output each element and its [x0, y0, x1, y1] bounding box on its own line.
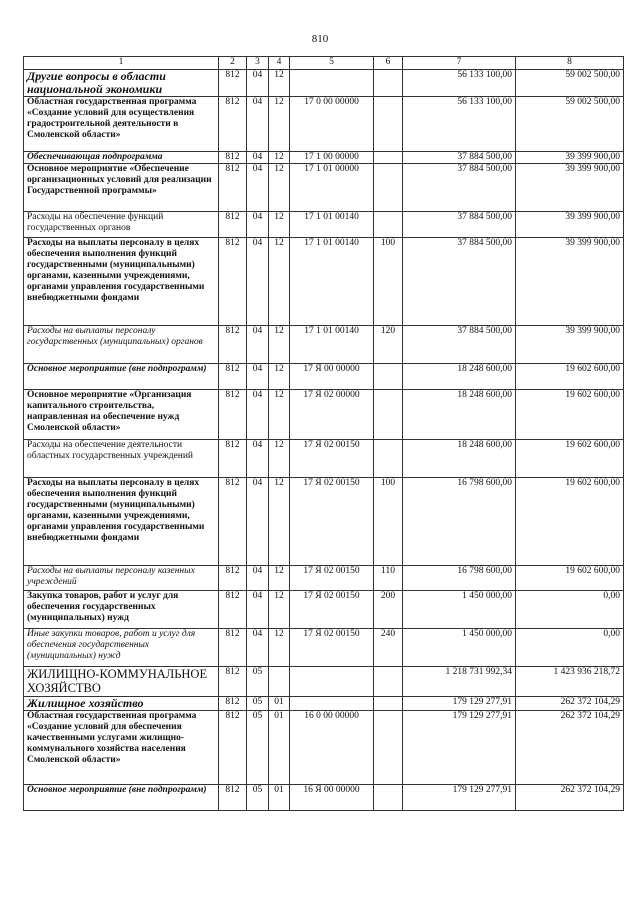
column-header: 5 — [290, 57, 374, 70]
cell-amount-year2: 19 602 600,00 — [516, 478, 624, 566]
row-name: Областная государственная программа «Создание условий для обеспечения качественными услугами жилищно-коммунального хозяйства населения Смоленской области» — [24, 711, 219, 785]
cell-amount-year1: 1 450 000,00 — [403, 591, 516, 629]
table-row — [24, 478, 624, 566]
cell-amount-year1: 1 450 000,00 — [403, 629, 516, 667]
row-name: Закупка товаров, работ и услуг для обеспечения государственных (муниципальных) нужд — [24, 591, 219, 629]
cell-section: 04 — [247, 326, 269, 364]
cell-amount-year1: 37 884 500,00 — [403, 152, 516, 164]
cell-subsection: 12 — [269, 238, 290, 326]
cell-target-article — [290, 70, 374, 97]
table-row — [24, 591, 624, 629]
cell-amount-year1: 18 248 600,00 — [403, 390, 516, 440]
cell-expense-type — [374, 390, 403, 440]
cell-section: 04 — [247, 390, 269, 440]
table-row — [24, 152, 624, 164]
row-name: Другие вопросы в области национальной экономики — [24, 70, 219, 97]
cell-expense-type — [374, 440, 403, 478]
cell-subsection: 01 — [269, 711, 290, 785]
cell-section: 04 — [247, 164, 269, 212]
cell-amount-year1: 37 884 500,00 — [403, 238, 516, 326]
cell-target-article: 17 1 01 00140 — [290, 212, 374, 238]
cell-administrator: 812 — [219, 326, 247, 364]
cell-section: 04 — [247, 591, 269, 629]
column-header: 3 — [247, 57, 269, 70]
cell-amount-year1: 18 248 600,00 — [403, 440, 516, 478]
cell-target-article: 17 1 01 00140 — [290, 326, 374, 364]
cell-amount-year1: 179 129 277,91 — [403, 697, 516, 711]
table-row — [24, 440, 624, 478]
row-name: Расходы на обеспечение деятельности областных государственных учреждений — [24, 440, 219, 478]
cell-amount-year2: 39 399 900,00 — [516, 238, 624, 326]
cell-amount-year1: 1 218 731 992,34 — [403, 667, 516, 697]
table-row — [24, 697, 624, 711]
row-name: Обеспечивающая подпрограмма — [24, 152, 219, 164]
cell-administrator: 812 — [219, 238, 247, 326]
cell-amount-year1: 179 129 277,91 — [403, 785, 516, 811]
cell-administrator: 812 — [219, 667, 247, 697]
cell-amount-year2: 0,00 — [516, 591, 624, 629]
row-name: Расходы на выплаты персоналу казенных учреждений — [24, 566, 219, 591]
row-name: Основное мероприятие (вне подпрограмм) — [24, 364, 219, 390]
cell-administrator: 812 — [219, 711, 247, 785]
header-row — [24, 57, 624, 70]
cell-expense-type: 120 — [374, 326, 403, 364]
cell-amount-year2: 0,00 — [516, 629, 624, 667]
cell-amount-year2: 19 602 600,00 — [516, 566, 624, 591]
cell-expense-type: 100 — [374, 478, 403, 566]
cell-section: 04 — [247, 478, 269, 566]
cell-amount-year1: 16 798 600,00 — [403, 478, 516, 566]
row-name: Расходы на обеспечение функций государственных органов — [24, 212, 219, 238]
cell-target-article: 17 1 01 00140 — [290, 238, 374, 326]
cell-target-article: 17 Я 02 00150 — [290, 440, 374, 478]
column-header: 6 — [374, 57, 403, 70]
cell-target-article: 17 Я 02 00150 — [290, 478, 374, 566]
table-row — [24, 238, 624, 326]
cell-amount-year2: 39 399 900,00 — [516, 212, 624, 238]
cell-target-article: 17 0 00 00000 — [290, 97, 374, 152]
cell-amount-year2: 262 372 104,29 — [516, 697, 624, 711]
cell-amount-year1: 37 884 500,00 — [403, 164, 516, 212]
cell-section: 04 — [247, 238, 269, 326]
cell-amount-year2: 19 602 600,00 — [516, 440, 624, 478]
cell-expense-type: 100 — [374, 238, 403, 326]
cell-section: 04 — [247, 440, 269, 478]
page-number: 810 — [311, 33, 329, 45]
table-row — [24, 667, 624, 697]
cell-section: 04 — [247, 70, 269, 97]
cell-administrator: 812 — [219, 70, 247, 97]
cell-amount-year1: 56 133 100,00 — [403, 70, 516, 97]
cell-expense-type — [374, 711, 403, 785]
column-header: 4 — [269, 57, 290, 70]
cell-amount-year2: 59 002 500,00 — [516, 97, 624, 152]
cell-administrator: 812 — [219, 440, 247, 478]
cell-administrator: 812 — [219, 697, 247, 711]
cell-section: 05 — [247, 711, 269, 785]
cell-amount-year1: 16 798 600,00 — [403, 566, 516, 591]
cell-expense-type: 200 — [374, 591, 403, 629]
cell-target-article: 17 Я 02 00000 — [290, 390, 374, 440]
cell-expense-type — [374, 164, 403, 212]
table-row — [24, 364, 624, 390]
row-name: ЖИЛИЩНО-КОММУНАЛЬНОЕ ХОЗЯЙСТВО — [24, 667, 219, 697]
row-name: Расходы на выплаты персоналу в целях обеспечения выполнения функций государственными (муниципальными) органами, казенными учреждениями, органами управления государственными внебюджетными фондами — [24, 478, 219, 566]
cell-section: 04 — [247, 212, 269, 238]
cell-amount-year2: 19 602 600,00 — [516, 364, 624, 390]
cell-expense-type: 110 — [374, 566, 403, 591]
cell-amount-year2: 262 372 104,29 — [516, 711, 624, 785]
cell-amount-year2: 1 423 936 218,72 — [516, 667, 624, 697]
column-header: 8 — [516, 57, 624, 70]
table-row — [24, 164, 624, 212]
row-name: Основное мероприятие «Обеспечение организационных условий для реализации Государственной программы» — [24, 164, 219, 212]
cell-amount-year2: 59 002 500,00 — [516, 70, 624, 97]
table-row — [24, 785, 624, 811]
cell-administrator: 812 — [219, 390, 247, 440]
cell-amount-year1: 18 248 600,00 — [403, 364, 516, 390]
cell-subsection: 12 — [269, 440, 290, 478]
cell-target-article: 17 Я 02 00150 — [290, 566, 374, 591]
cell-subsection: 12 — [269, 364, 290, 390]
cell-administrator: 812 — [219, 212, 247, 238]
cell-amount-year1: 56 133 100,00 — [403, 97, 516, 152]
cell-subsection: 12 — [269, 70, 290, 97]
cell-administrator: 812 — [219, 591, 247, 629]
cell-expense-type — [374, 697, 403, 711]
cell-subsection: 12 — [269, 152, 290, 164]
cell-subsection: 12 — [269, 591, 290, 629]
cell-subsection: 12 — [269, 326, 290, 364]
cell-amount-year2: 39 399 900,00 — [516, 152, 624, 164]
column-header: 2 — [219, 57, 247, 70]
cell-target-article: 16 Я 00 00000 — [290, 785, 374, 811]
row-name: Областная государственная программа «Создание условий для осуществления градостроительной деятельности в Смоленской области» — [24, 97, 219, 152]
cell-expense-type: 240 — [374, 629, 403, 667]
cell-amount-year2: 39 399 900,00 — [516, 326, 624, 364]
cell-amount-year1: 37 884 500,00 — [403, 212, 516, 238]
cell-amount-year2: 262 372 104,29 — [516, 785, 624, 811]
row-name: Основное мероприятие (вне подпрограмм) — [24, 785, 219, 811]
cell-expense-type — [374, 785, 403, 811]
cell-administrator: 812 — [219, 164, 247, 212]
cell-subsection: 01 — [269, 785, 290, 811]
cell-administrator: 812 — [219, 478, 247, 566]
cell-target-article: 17 1 01 00000 — [290, 164, 374, 212]
column-header: 7 — [403, 57, 516, 70]
cell-target-article: 17 Я 00 00000 — [290, 364, 374, 390]
cell-section: 05 — [247, 667, 269, 697]
table-row — [24, 212, 624, 238]
table-row — [24, 326, 624, 364]
cell-administrator: 812 — [219, 785, 247, 811]
cell-amount-year2: 39 399 900,00 — [516, 164, 624, 212]
cell-section: 05 — [247, 785, 269, 811]
budget-table — [23, 56, 624, 811]
cell-administrator: 812 — [219, 364, 247, 390]
cell-amount-year1: 179 129 277,91 — [403, 711, 516, 785]
cell-expense-type — [374, 70, 403, 97]
row-name: Иные закупки товаров, работ и услуг для обеспечения государственных (муниципальных) нужд — [24, 629, 219, 667]
cell-expense-type — [374, 364, 403, 390]
cell-section: 05 — [247, 697, 269, 711]
cell-amount-year1: 37 884 500,00 — [403, 326, 516, 364]
cell-target-article — [290, 667, 374, 697]
table-row — [24, 711, 624, 785]
cell-target-article — [290, 697, 374, 711]
column-header: 1 — [24, 57, 219, 70]
cell-section: 04 — [247, 97, 269, 152]
cell-subsection: 12 — [269, 478, 290, 566]
cell-subsection: 12 — [269, 566, 290, 591]
cell-administrator: 812 — [219, 152, 247, 164]
cell-target-article: 17 Я 02 00150 — [290, 629, 374, 667]
cell-expense-type — [374, 667, 403, 697]
cell-amount-year2: 19 602 600,00 — [516, 390, 624, 440]
cell-expense-type — [374, 152, 403, 164]
row-name: Основное мероприятие «Организация капитального строительства, направленная на обеспечение нужд Смоленской области» — [24, 390, 219, 440]
table-row — [24, 97, 624, 152]
cell-administrator: 812 — [219, 97, 247, 152]
cell-subsection: 01 — [269, 697, 290, 711]
table-row — [24, 70, 624, 97]
table-row — [24, 390, 624, 440]
cell-administrator: 812 — [219, 629, 247, 667]
cell-target-article: 17 Я 02 00150 — [290, 591, 374, 629]
cell-section: 04 — [247, 566, 269, 591]
cell-administrator: 812 — [219, 566, 247, 591]
cell-section: 04 — [247, 364, 269, 390]
table-row — [24, 566, 624, 591]
cell-section: 04 — [247, 629, 269, 667]
cell-subsection: 12 — [269, 390, 290, 440]
cell-expense-type — [374, 97, 403, 152]
cell-subsection: 12 — [269, 164, 290, 212]
row-name: Расходы на выплаты персоналу в целях обеспечения выполнения функций государственными (муниципальными) органами, казенными учреждениями, органами управления государственными внебюджетными фондами — [24, 238, 219, 326]
cell-target-article: 16 0 00 00000 — [290, 711, 374, 785]
row-name: Расходы на выплаты персоналу государственных (муниципальных) органов — [24, 326, 219, 364]
cell-subsection: 12 — [269, 212, 290, 238]
cell-section: 04 — [247, 152, 269, 164]
cell-subsection — [269, 667, 290, 697]
row-name: Жилищное хозяйство — [24, 697, 219, 711]
cell-target-article: 17 1 00 00000 — [290, 152, 374, 164]
table-row — [24, 629, 624, 667]
cell-subsection: 12 — [269, 629, 290, 667]
cell-expense-type — [374, 212, 403, 238]
cell-subsection: 12 — [269, 97, 290, 152]
